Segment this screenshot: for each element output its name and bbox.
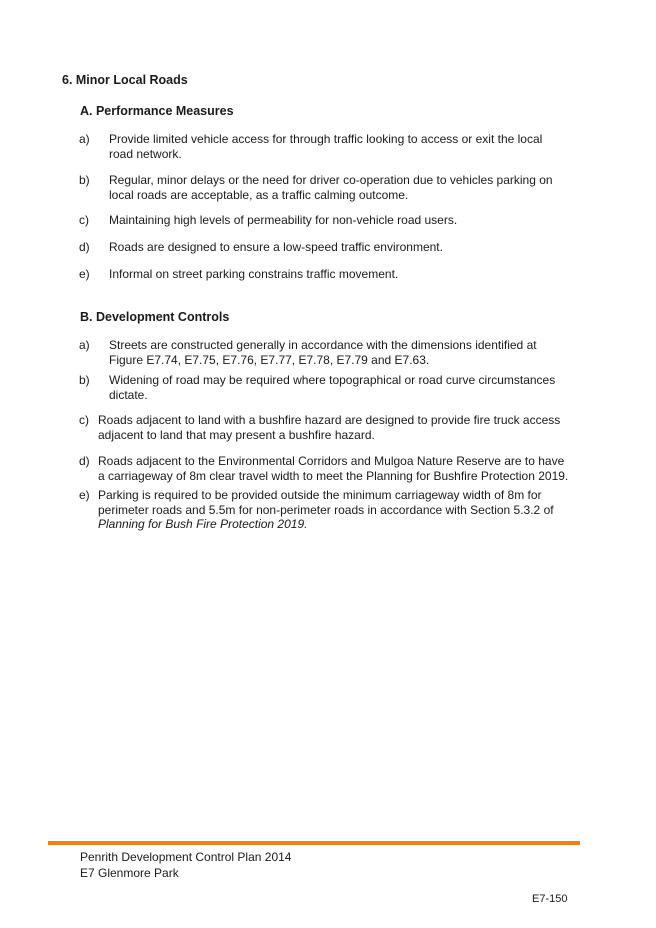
list-text bbox=[109, 338, 569, 367]
performance-measures-heading: A. Performance Measures bbox=[80, 104, 234, 118]
list-text bbox=[98, 488, 578, 532]
development-controls-heading: B. Development Controls bbox=[80, 310, 230, 324]
text-line: perimeter roads and 5.5m for non-perimeter roads in accordance with Section 5.3.2 of bbox=[98, 502, 554, 517]
list-text bbox=[109, 132, 569, 161]
text-line-italic: Planning for Bush Fire Protection 2019. bbox=[98, 517, 308, 531]
text-line: dictate. bbox=[109, 387, 148, 402]
text-line: Regular, minor delays or the need for driver co-operation due to vehicles parking on bbox=[109, 173, 553, 187]
footer-plan-title: Penrith Development Control Plan 2014 bbox=[80, 850, 292, 864]
footer-section-title: E7 Glenmore Park bbox=[80, 866, 179, 880]
section-heading: 6. Minor Local Roads bbox=[62, 73, 188, 87]
text-line: local roads are acceptable, as a traffic calming outcome. bbox=[109, 187, 409, 202]
list-marker: c) bbox=[79, 213, 89, 227]
text-line: a carriageway of 8m clear travel width to meet the Planning for Bushfire Protection 2019. bbox=[98, 468, 569, 483]
text-line: Provide limited vehicle access for through traffic looking to access or exit the local bbox=[109, 132, 543, 146]
list-text bbox=[109, 373, 569, 402]
list-text bbox=[109, 213, 569, 228]
text-line: Roads adjacent to the Environmental Corridors and Mulgoa Nature Reserve are to have bbox=[98, 454, 565, 468]
list-text bbox=[98, 454, 578, 483]
text-line: Roads adjacent to land with a bushfire hazard are designed to provide fire truck access bbox=[98, 413, 561, 427]
page-number: E7-150 bbox=[532, 893, 568, 905]
list-marker: b) bbox=[79, 373, 90, 387]
text-line: Parking is required to be provided outside the minimum carriageway width of 8m for bbox=[98, 488, 542, 502]
list-text bbox=[98, 413, 578, 442]
list-marker: c) bbox=[79, 413, 89, 427]
text-line: Informal on street parking constrains traffic movement. bbox=[109, 267, 399, 281]
text-line: road network. bbox=[109, 146, 182, 161]
list-marker: a) bbox=[79, 132, 90, 146]
text-line: Roads are designed to ensure a low-speed traffic environment. bbox=[109, 240, 443, 254]
list-marker: d) bbox=[79, 240, 90, 254]
text-line: adjacent to land that may present a bushfire hazard. bbox=[98, 427, 375, 442]
text-line: Widening of road may be required where topographical or road curve circumstances bbox=[109, 373, 556, 387]
list-marker: a) bbox=[79, 338, 90, 352]
list-marker: b) bbox=[79, 173, 90, 187]
text-line: Maintaining high levels of permeability for non-vehicle road users. bbox=[109, 213, 458, 227]
list-marker: e) bbox=[79, 267, 90, 281]
list-marker: e) bbox=[79, 488, 90, 502]
text-line: Streets are constructed generally in accordance with the dimensions identified at bbox=[109, 338, 537, 352]
list-text bbox=[109, 267, 569, 282]
list-text bbox=[109, 173, 569, 202]
text-line: Figure E7.74, E7.75, E7.76, E7.77, E7.78, E7.79 and E7.63. bbox=[109, 352, 430, 367]
list-text bbox=[109, 240, 569, 255]
list-marker: d) bbox=[79, 454, 90, 468]
footer-rule bbox=[48, 841, 580, 845]
